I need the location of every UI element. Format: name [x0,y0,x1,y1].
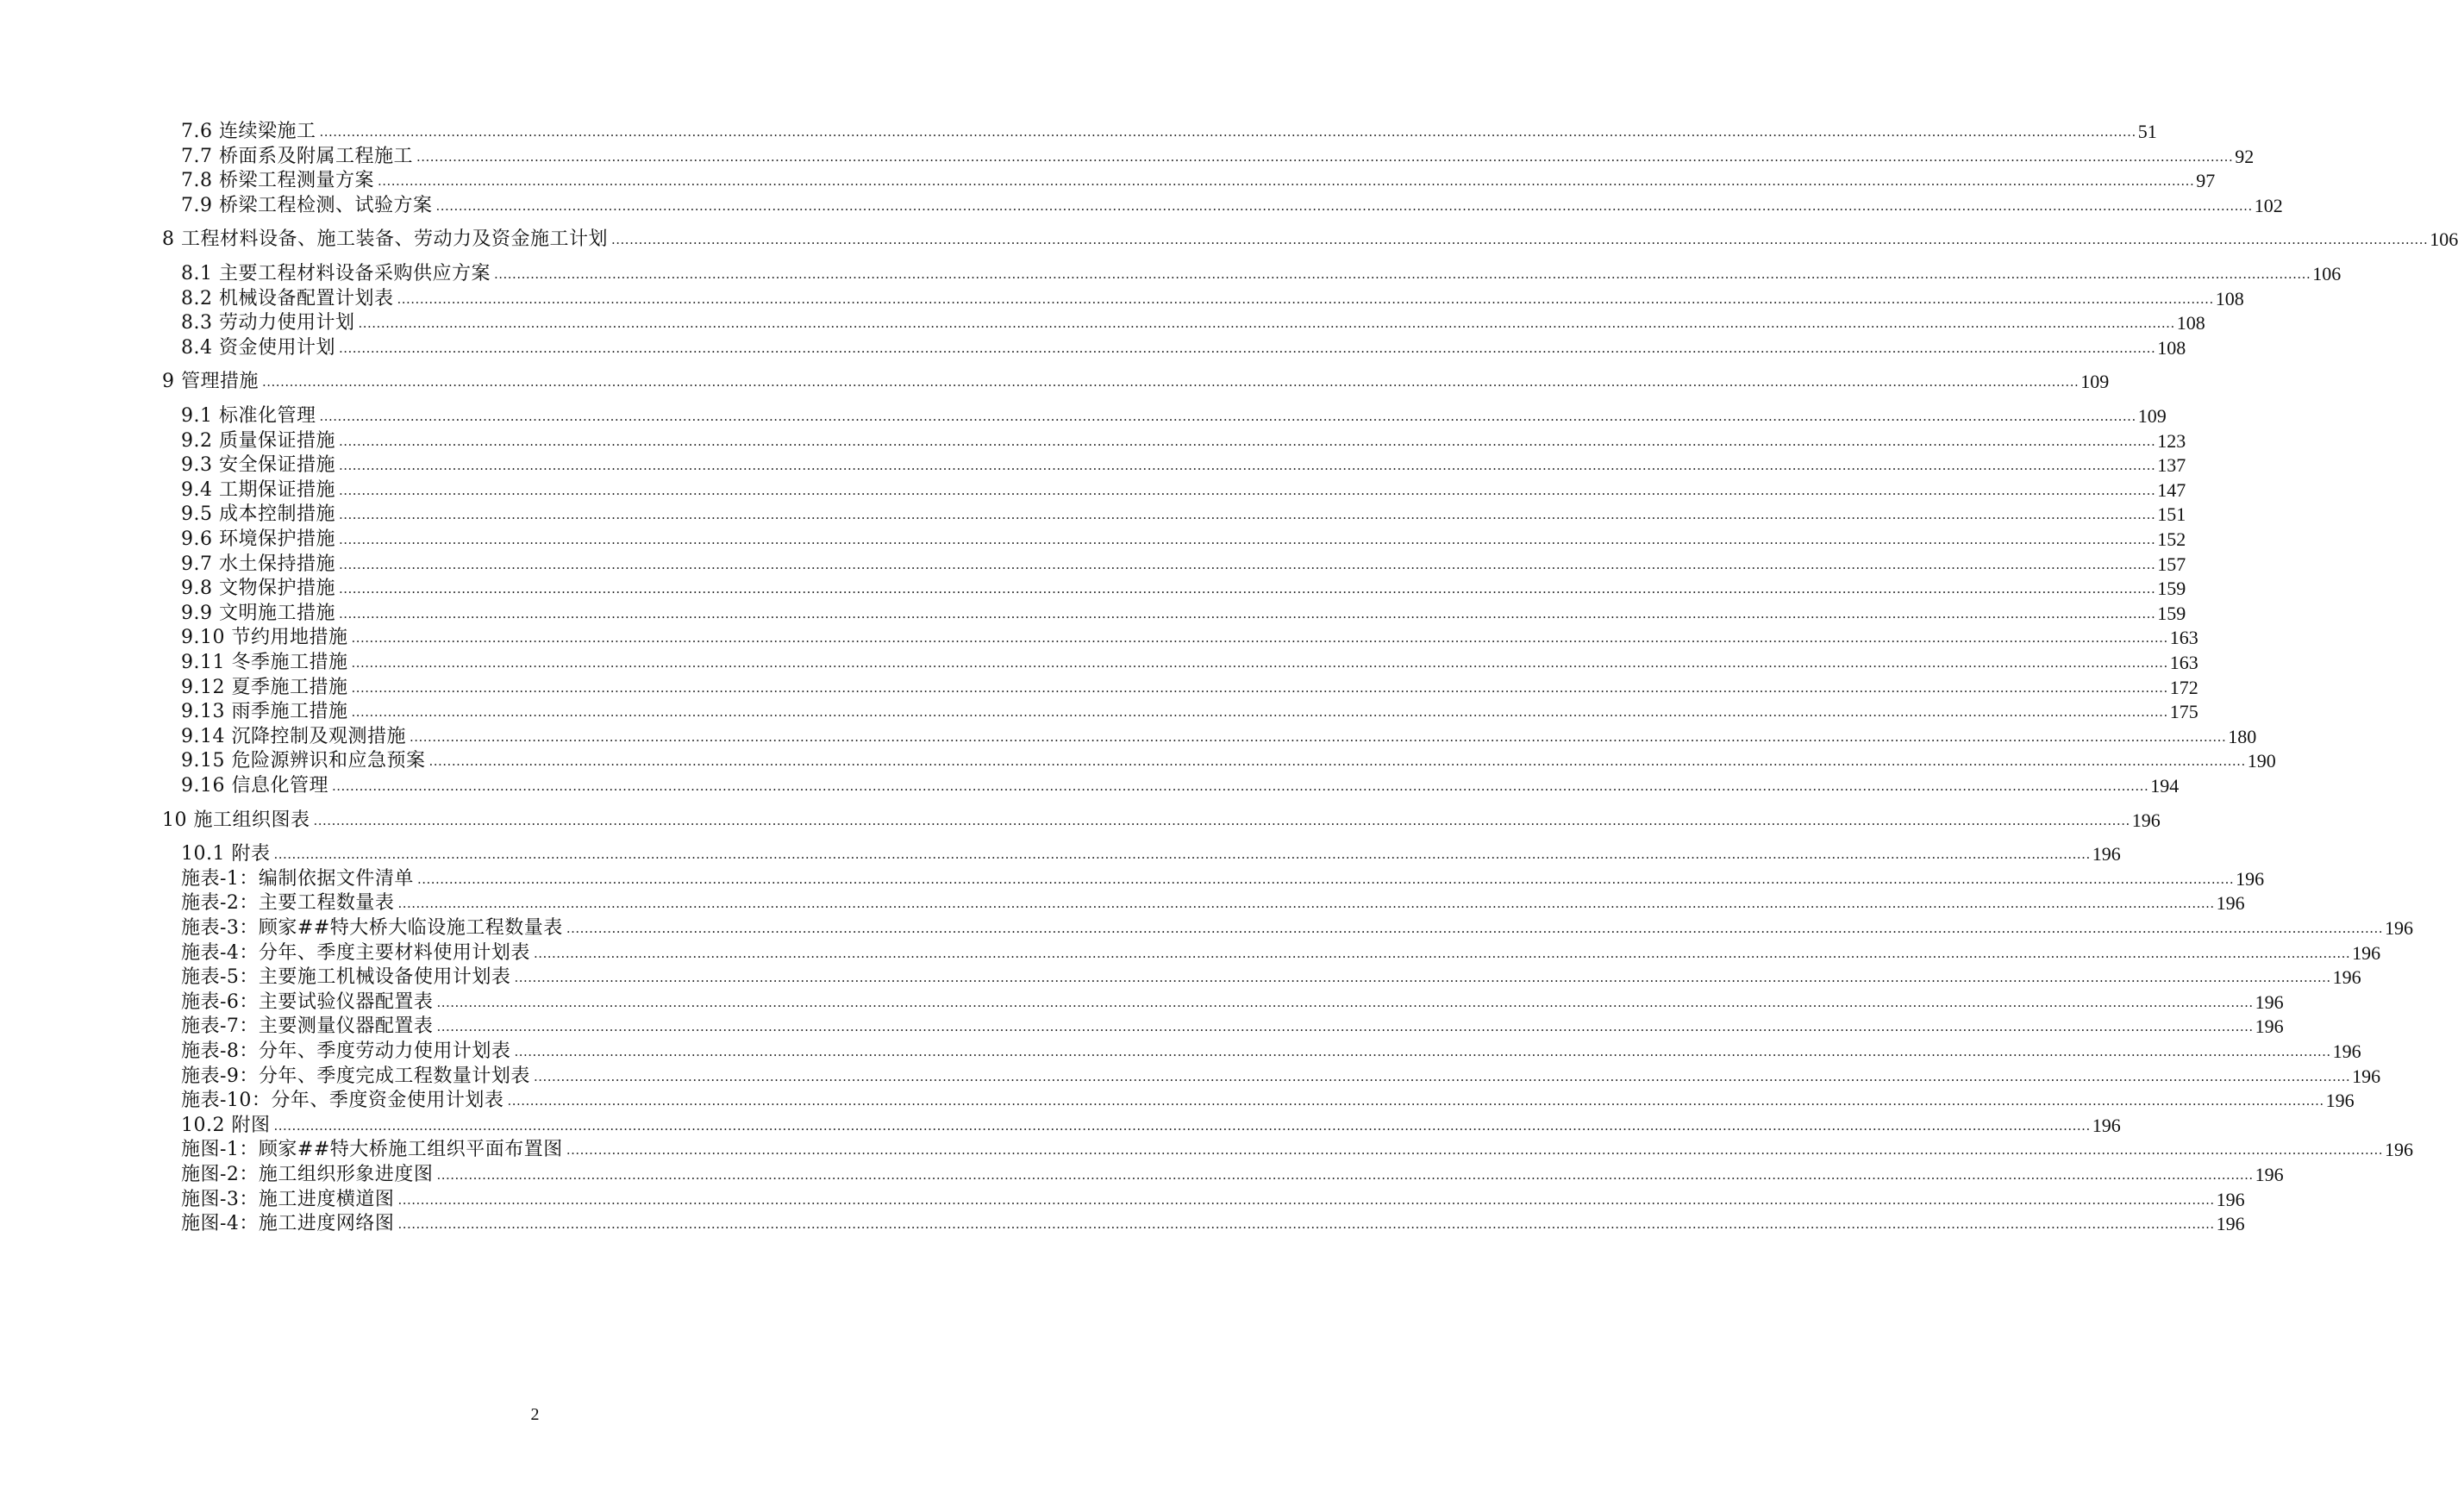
toc-entry-label: 7.7 桥面系及附属工程施工 [181,145,413,167]
toc-entry-label: 施表-6：主要试验仪器配置表 [181,990,434,1013]
toc-entry-page: 196 [2352,1065,2381,1087]
toc-dot-leader: ................................................................................................................................................................................................................................................................................................................................................................................................................ [338,581,2156,597]
toc-subsection-entry[interactable] [181,334,2186,359]
toc-entry-label: 施图-2：施工组织形象进度图 [181,1164,434,1185]
toc-entry-label: 8 工程材料设备、施工装备、劳动力及资金施工计划 [162,228,608,251]
toc-entry-label: 施表-8：分年、季度劳动力使用计划表 [181,1040,511,1062]
toc-entry-page: 97 [2196,170,2216,192]
toc-dot-leader: ................................................................................................................................................................................................................................................................................................................................................................................................................ [351,704,2168,721]
toc-entry-page: 196 [2352,941,2381,964]
toc-dot-leader: ................................................................................................................................................................................................................................................................................................................................................................................................................ [507,1093,2324,1109]
toc-subsection-entry[interactable] [181,747,2276,772]
toc-entry-page: 151 [2157,503,2186,526]
toc-subsection-entry[interactable] [181,525,2186,551]
toc-dot-leader: ................................................................................................................................................................................................................................................................................................................................................................................................................ [338,433,2156,449]
toc-entry-page: 196 [2332,966,2361,989]
toc-entry-page: 196 [2385,1139,2414,1161]
toc-subsection-entry[interactable] [181,259,2342,285]
toc-entry-label: 施表-3：顾家##特大桥大临设施工程数量表 [181,917,563,939]
toc-entry-page: 196 [2092,1114,2121,1136]
toc-entry-label: 8.3 劳动力使用计划 [181,312,355,334]
toc-dot-leader: ................................................................................................................................................................................................................................................................................................................................................................................................................ [338,532,2156,547]
toc-subsection-entry[interactable] [181,1185,2245,1211]
toc-subsection-entry[interactable] [181,574,2186,600]
toc-dot-leader: ................................................................................................................................................................................................................................................................................................................................................................................................................ [319,409,2136,424]
toc-dot-leader: ................................................................................................................................................................................................................................................................................................................................................................................................................ [351,655,2168,671]
toc-subsection-entry[interactable] [181,599,2186,625]
toc-dot-leader: ................................................................................................................................................................................................................................................................................................................................................................................................................ [514,1044,2331,1059]
toc-subsection-entry[interactable] [181,963,2361,989]
toc-dot-leader: ................................................................................................................................................................................................................................................................................................................................................................................................................ [358,316,2175,332]
toc-entry-page: 172 [2169,676,2198,698]
toc-entry-page: 102 [2254,194,2283,216]
toc-entry-page: 137 [2157,454,2186,477]
toc-entry-label: 施表-4：分年、季度主要材料使用计划表 [181,941,530,964]
toc-section-entry[interactable] [162,806,2161,832]
toc-entry-label: 9.14 沉降控制及观测措施 [181,725,406,747]
toc-entry-page: 106 [2312,263,2342,284]
toc-entry-page: 194 [2150,775,2180,797]
toc-dot-leader: ................................................................................................................................................................................................................................................................................................................................................................................................................ [493,266,2311,282]
toc-subsection-entry[interactable] [181,1037,2361,1063]
toc-subsection-entry[interactable] [181,914,2414,940]
toc-subsection-entry[interactable] [181,476,2186,502]
toc-dot-leader: ................................................................................................................................................................................................................................................................................................................................................................................................................ [319,124,2136,140]
toc-subsection-entry[interactable] [181,1086,2355,1112]
toc-subsection-entry[interactable] [181,1111,2121,1137]
toc-dot-leader: ................................................................................................................................................................................................................................................................................................................................................................................................................ [338,340,2156,356]
toc-subsection-entry[interactable] [181,673,2198,699]
toc-entry-page: 196 [2236,867,2265,890]
toc-entry-label: 8.4 资金使用计划 [181,336,335,359]
toc-entry-label: 施表-7：主要测量仪器配置表 [181,1015,434,1038]
toc-dot-leader: ................................................................................................................................................................................................................................................................................................................................................................................................................ [397,291,2214,307]
toc-subsection-entry[interactable] [181,1062,2381,1088]
toc-dot-leader: ................................................................................................................................................................................................................................................................................................................................................................................................................ [338,605,2156,622]
toc-dot-leader: ................................................................................................................................................................................................................................................................................................................................................................................................................ [397,1216,2215,1233]
toc-entry-label: 8.2 机械设备配置计划表 [181,287,394,309]
toc-entry-page: 180 [2228,725,2257,747]
toc-entry-page: 196 [2216,1213,2245,1235]
toc-dot-leader: ................................................................................................................................................................................................................................................................................................................................................................................................................ [338,458,2156,474]
toc-subsection-entry[interactable] [181,648,2198,674]
toc-subsection-entry[interactable] [181,939,2381,965]
toc-entry-page: 147 [2157,478,2186,501]
toc-subsection-entry[interactable] [181,1209,2245,1235]
toc-entry-label: 施图-3：施工进度横道图 [181,1188,395,1210]
toc-dot-leader: ................................................................................................................................................................................................................................................................................................................................................................................................................ [416,148,2234,165]
toc-dot-leader: ................................................................................................................................................................................................................................................................................................................................................................................................................ [338,482,2156,498]
toc-entry-page: 109 [2080,371,2110,393]
toc-dot-leader: ................................................................................................................................................................................................................................................................................................................................................................................................................ [262,374,2080,390]
toc-dot-leader: ................................................................................................................................................................................................................................................................................................................................................................................................................ [435,197,2253,214]
toc-dot-leader: ................................................................................................................................................................................................................................................................................................................................................................................................................ [436,994,2254,1010]
toc-subsection-entry[interactable] [181,772,2180,797]
toc-subsection-entry[interactable] [181,142,2255,168]
toc-entry-label: 9.12 夏季施工措施 [181,676,348,698]
toc-dot-leader: ................................................................................................................................................................................................................................................................................................................................................................................................................ [351,679,2168,696]
toc-dot-leader: ................................................................................................................................................................................................................................................................................................................................................................................................................ [533,1068,2351,1084]
toc-entry-page: 92 [2235,145,2255,167]
toc-subsection-entry[interactable] [181,697,2198,723]
toc-entry-page: 196 [2216,892,2245,915]
toc-dot-leader: ................................................................................................................................................................................................................................................................................................................................................................................................................ [416,871,2235,887]
toc-subsection-entry[interactable] [181,500,2186,526]
toc-entry-page: 196 [2325,1090,2355,1112]
toc-entry-label: 施图-1：顾家##特大桥施工组织平面布置图 [181,1139,563,1161]
toc-subsection-entry[interactable] [181,427,2186,453]
toc-subsection-entry[interactable] [181,623,2198,649]
toc-dot-leader: ................................................................................................................................................................................................................................................................................................................................................................................................................ [313,812,2130,828]
toc-dot-leader: ................................................................................................................................................................................................................................................................................................................................................................................................................ [436,1167,2254,1183]
toc-entry-label: 9.2 质量保证措施 [181,429,335,452]
toc-entry-label: 7.6 连续梁施工 [181,121,316,142]
toc-subsection-entry[interactable] [181,889,2245,915]
toc-entry-label: 施表-1：编制依据文件清单 [181,867,414,890]
toc-entry-page: 163 [2169,652,2198,673]
toc-entry-page: 163 [2169,627,2198,649]
toc-dot-leader: ................................................................................................................................................................................................................................................................................................................................................................................................................ [377,173,2195,190]
toc-entry-page: 108 [2176,312,2205,334]
toc-dot-leader: ................................................................................................................................................................................................................................................................................................................................................................................................................ [436,1019,2254,1035]
toc-subsection-entry[interactable] [181,309,2205,334]
toc-dot-leader: ................................................................................................................................................................................................................................................................................................................................................................................................................ [338,507,2156,523]
toc-entry-label: 9.6 环境保护措施 [181,528,335,550]
toc-entry-label: 8.1 主要工程材料设备采购供应方案 [181,263,491,284]
toc-dot-leader: ................................................................................................................................................................................................................................................................................................................................................................................................................ [351,630,2168,647]
toc-entry-label: 9.13 雨季施工措施 [181,701,348,723]
toc-entry-label: 10 施工组织图表 [162,809,310,831]
page-number: 2 [530,1405,540,1424]
toc-entry-label: 9.4 工期保证措施 [181,478,335,501]
toc-entry-page: 108 [2157,336,2186,359]
toc-entry-label: 施表-2：主要工程数量表 [181,892,395,915]
toc-entry-page: 152 [2157,528,2186,550]
toc-entry-page: 51 [2137,121,2157,142]
toc-entry-label: 7.9 桥梁工程检测、试验方案 [181,194,433,216]
toc-subsection-entry[interactable] [181,988,2284,1014]
toc-subsection-entry[interactable] [181,402,2167,428]
toc-entry-page: 196 [2385,917,2414,939]
toc-entry-page: 190 [2247,750,2276,772]
toc-dot-leader: ................................................................................................................................................................................................................................................................................................................................................................................................................ [338,556,2156,572]
toc-entry-label: 10.2 附图 [181,1114,271,1136]
toc-subsection-entry[interactable] [181,1160,2284,1186]
toc-entry-label: 9.8 文物保护措施 [181,578,335,600]
toc-entry-page: 196 [2131,809,2161,831]
toc-entry-label: 9.16 信息化管理 [181,775,328,797]
toc-entry-page: 196 [2092,843,2121,865]
toc-subsection-entry[interactable] [181,865,2265,890]
toc-entry-page: 175 [2169,701,2198,723]
toc-entry-label: 9.11 冬季施工措施 [181,652,348,673]
toc-entry-label: 9.10 节约用地措施 [181,627,348,649]
toc-section-entry[interactable] [162,367,2110,393]
toc-dot-leader: ................................................................................................................................................................................................................................................................................................................................................................................................................ [273,1117,2091,1134]
toc-entry-label: 施表-9：分年、季度完成工程数量计划表 [181,1065,530,1087]
toc-entry-page: 196 [2255,1015,2284,1038]
toc-dot-leader: ................................................................................................................................................................................................................................................................................................................................................................................................................ [514,970,2331,986]
toc-entry-page: 157 [2157,553,2186,575]
toc-entry-page: 196 [2216,1188,2245,1210]
toc-entry-label: 10.1 附表 [181,843,271,865]
toc-dot-leader: ................................................................................................................................................................................................................................................................................................................................................................................................................ [409,728,2227,745]
toc-entry-page: 159 [2157,578,2186,600]
toc-entry-page: 108 [2215,287,2244,309]
toc-dot-leader: ................................................................................................................................................................................................................................................................................................................................................................................................................ [611,232,2429,248]
toc-dot-leader: ................................................................................................................................................................................................................................................................................................................................................................................................................ [533,945,2351,961]
toc-dot-leader: ................................................................................................................................................................................................................................................................................................................................................................................................................ [428,753,2246,770]
toc-entry-page: 159 [2157,602,2186,624]
toc-dot-leader: ................................................................................................................................................................................................................................................................................................................................................................................................................ [397,896,2215,912]
toc-section-entry[interactable] [162,225,2458,251]
toc-entry-label: 9.7 水土保持措施 [181,553,335,575]
toc-entry-page: 106 [2430,228,2458,251]
toc-subsection-entry[interactable] [181,117,2157,143]
toc-dot-leader: ................................................................................................................................................................................................................................................................................................................................................................................................................ [397,1191,2215,1208]
toc-subsection-entry[interactable] [181,550,2186,576]
toc-entry-label: 施图-4：施工进度网络图 [181,1213,395,1235]
toc-entry-label: 施表-5：主要施工机械设备使用计划表 [181,966,511,989]
toc-dot-leader: ................................................................................................................................................................................................................................................................................................................................................................................................................ [273,847,2091,863]
toc-dot-leader: ................................................................................................................................................................................................................................................................................................................................................................................................................ [566,1142,2384,1159]
toc-entry-label: 7.8 桥梁工程测量方案 [181,170,374,192]
toc-entry-label: 9.3 安全保证措施 [181,454,335,477]
toc-entry-page: 196 [2255,990,2284,1013]
toc-dot-leader: ................................................................................................................................................................................................................................................................................................................................................................................................................ [331,778,2149,794]
toc-subsection-entry[interactable] [181,451,2186,477]
toc-dot-leader: ................................................................................................................................................................................................................................................................................................................................................................................................................ [566,921,2384,936]
toc-subsection-entry[interactable] [181,1135,2414,1161]
toc-entry-label: 9.1 标准化管理 [181,405,316,427]
toc-entry-label: 9.5 成本控制措施 [181,503,335,526]
toc-subsection-entry[interactable] [181,191,2283,217]
toc-subsection-entry[interactable] [181,284,2244,310]
toc-entry-page: 196 [2255,1164,2284,1185]
toc-entry-page: 196 [2332,1040,2361,1062]
toc-entry-label: 施表-10：分年、季度资金使用计划表 [181,1090,504,1112]
toc-entry-label: 9.9 文明施工措施 [181,602,335,624]
toc-subsection-entry[interactable] [181,166,2216,192]
toc-entry-label: 9.15 危险源辨识和应急预案 [181,750,426,772]
toc-entry-label: 9 管理措施 [162,371,259,393]
toc-entry-page: 123 [2157,429,2186,452]
toc-entry-page: 109 [2137,405,2167,427]
toc-subsection-entry[interactable] [181,1012,2284,1038]
toc-subsection-entry[interactable] [181,840,2121,865]
toc-subsection-entry[interactable] [181,722,2257,748]
